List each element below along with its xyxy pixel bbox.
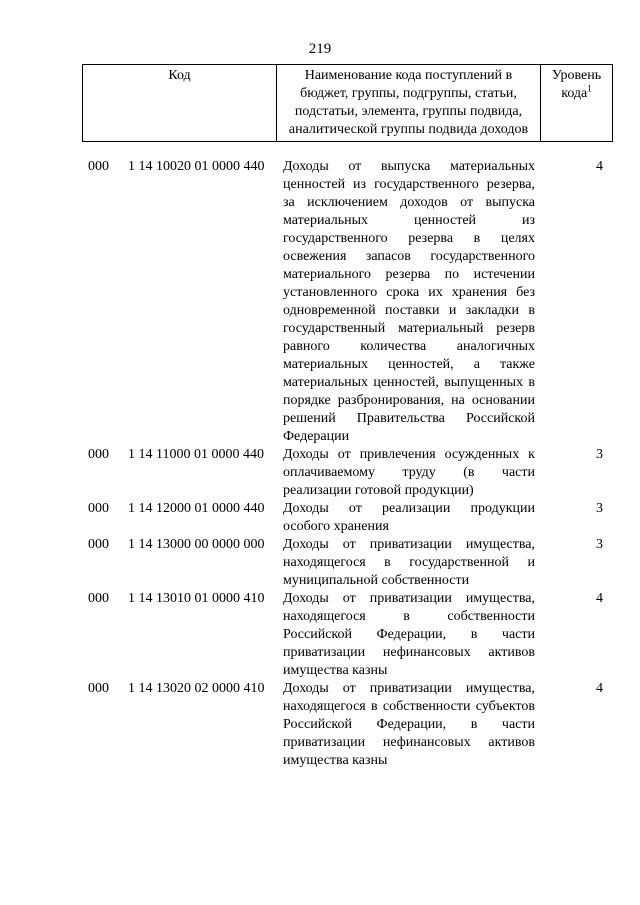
row-admin-code: 000	[88, 501, 109, 516]
row-name: Доходы от приватизации имущества, находящегося в государственной и муниципальной собственности	[283, 537, 535, 588]
row-code: 1 14 10020 01 0000 440	[128, 159, 265, 174]
row-name: Доходы от приватизации имущества, находящегося в собственности Российской Федерации, в части приватизации нефинансовых активов имущества казны	[283, 591, 535, 678]
table-row	[0, 680, 640, 770]
row-level: 3	[596, 501, 603, 516]
page-number: 219	[308, 41, 332, 57]
header-name: Наименование кода поступлений в бюджет, группы, подгруппы, статьи, подстатьи, элемента, группы подвида, аналитической группы подвида доходов	[277, 65, 541, 141]
row-level: 3	[596, 447, 603, 462]
row-code: 1 14 11000 01 0000 440	[128, 447, 264, 462]
table-row	[0, 446, 640, 500]
header-level	[541, 65, 612, 141]
row-code: 1 14 13000 00 0000 000	[128, 537, 265, 552]
table-row	[0, 158, 640, 446]
row-admin-code: 000	[88, 591, 109, 606]
row-level: 4	[596, 681, 603, 696]
row-admin-code: 000	[88, 537, 109, 552]
row-name: Доходы от приватизации имущества, находящегося в собственности субъектов Российской Федерации, в части приватизации нефинансовых активов имущества казны	[283, 681, 535, 768]
row-code: 1 14 12000 01 0000 440	[128, 501, 265, 516]
table-row	[0, 536, 640, 590]
row-name: Доходы от привлечения осужденных к оплачиваемому труду (в части реализации готовой продукции)	[283, 447, 535, 498]
row-level: 3	[596, 537, 603, 552]
row-level: 4	[596, 591, 603, 606]
row-code: 1 14 13010 01 0000 410	[128, 591, 265, 606]
header-level-footnote: 1	[587, 83, 592, 94]
table-row	[0, 500, 640, 536]
header-level-label: Уровень кода	[551, 68, 602, 101]
header-code: Код	[83, 65, 277, 141]
row-level: 4	[596, 159, 603, 174]
row-code: 1 14 13020 02 0000 410	[128, 681, 265, 696]
row-name: Доходы от выпуска материальных ценностей из государственного резерва, за исключением доходов от выпуска материальных ценностей из государственного резерва в целях освежения запасов государственного материального резерва по истечении установленного срока их хранения без одновременной поставки и закладки в государственный материальный резерв равного количества аналогичных материальных ценностей, а также материальных ценностей, выпущенных в порядке разбронирования, на основании решений Правительства Российской Федерации	[283, 159, 535, 444]
row-admin-code: 000	[88, 447, 109, 462]
row-admin-code: 000	[88, 159, 109, 174]
table-body	[0, 158, 640, 770]
table-header	[82, 64, 613, 142]
row-admin-code: 000	[88, 681, 109, 696]
table-row	[0, 590, 640, 680]
row-name: Доходы от реализации продукции особого хранения	[283, 501, 535, 534]
